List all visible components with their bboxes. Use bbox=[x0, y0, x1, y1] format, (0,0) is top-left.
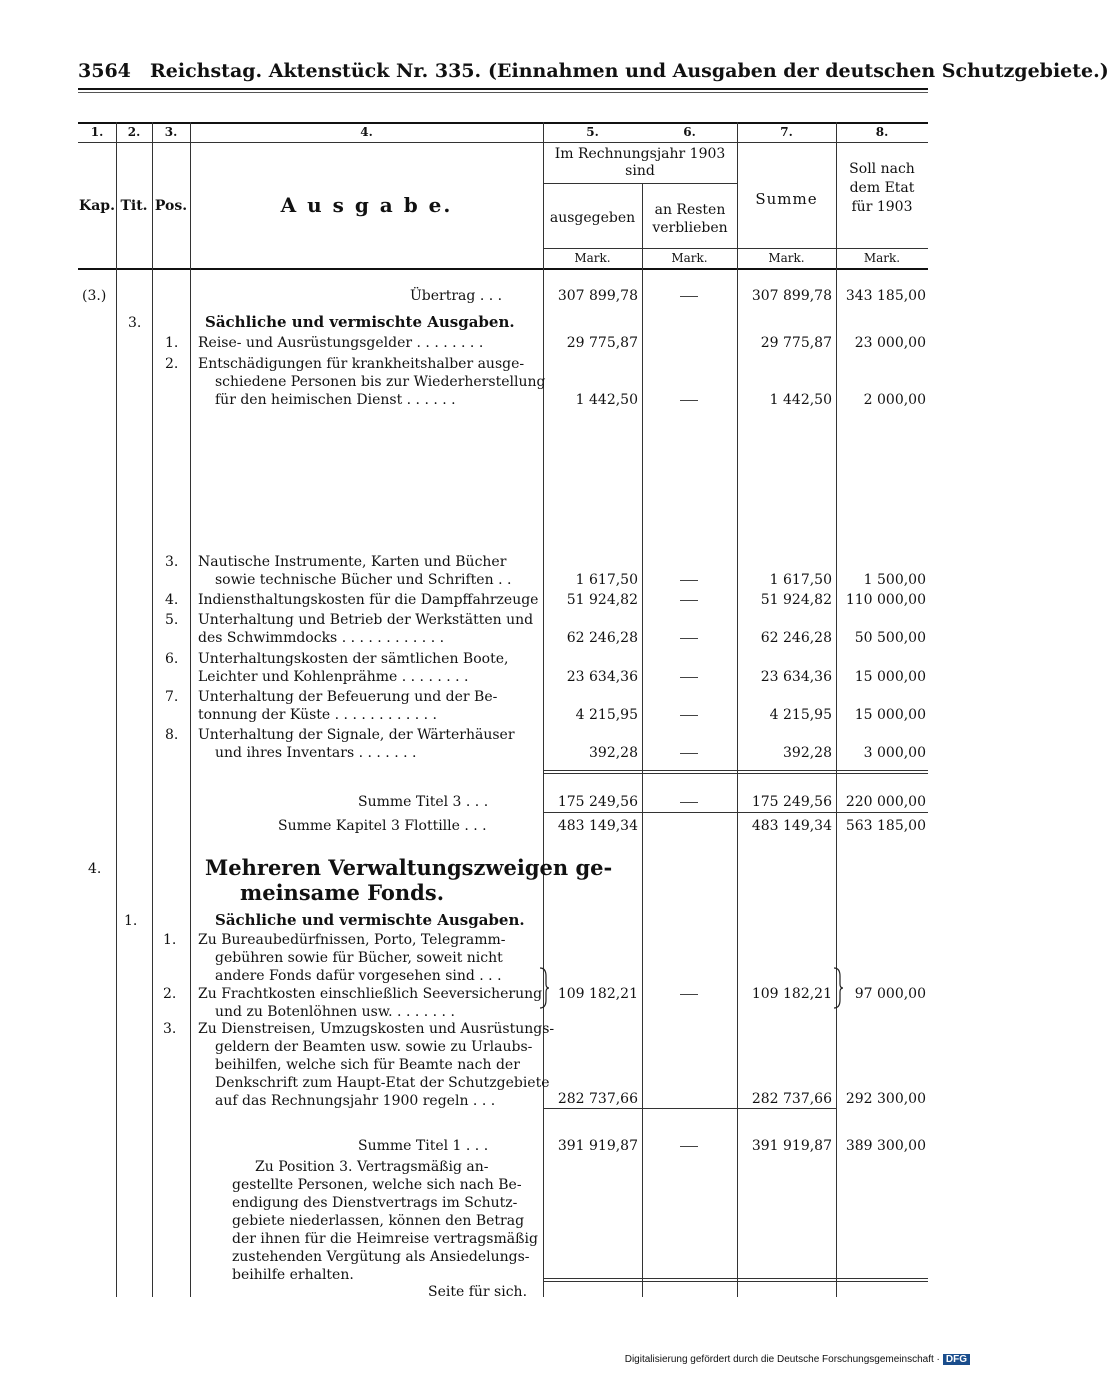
dash bbox=[680, 600, 698, 601]
kap4-pos-3-number: 3. bbox=[163, 1021, 177, 1037]
header-soll: Soll nach dem Etat für 1903 bbox=[849, 161, 915, 215]
kap4-pos-1-2-ausgegeben: 109 182,21 bbox=[557, 986, 638, 1002]
header-kap: Kap. bbox=[79, 198, 115, 214]
dash bbox=[680, 715, 698, 716]
note-line-1: Zu Position 3. Vertragsmäßig an- bbox=[255, 1159, 489, 1175]
pos-5-text-2: des Schwimmdocks . . . . . . . . . . . . bbox=[198, 630, 445, 646]
pos-2-text-3: für den heimischen Dienst . . . . . . bbox=[215, 392, 456, 408]
pos-8-summe: 392,28 bbox=[783, 745, 832, 761]
vline-2 bbox=[152, 122, 153, 1297]
pos-4-number: 4. bbox=[165, 592, 179, 608]
sum-rule-3 bbox=[543, 812, 928, 813]
col-num-2: 2. bbox=[127, 125, 141, 139]
pos-4-ausgegeben: 51 924,82 bbox=[566, 592, 638, 608]
pos-6-ausgegeben: 23 634,36 bbox=[566, 669, 638, 685]
pos-2-ausgegeben: 1 442,50 bbox=[575, 392, 638, 408]
summe-kapitel-3-label: Summe Kapitel 3 Flottille . . . bbox=[278, 818, 487, 834]
pos-6-text-1: Unterhaltungskosten der sämtlichen Boote, bbox=[198, 651, 509, 667]
pos-1-soll: 23 000,00 bbox=[854, 335, 926, 351]
col-num-8: 8. bbox=[875, 125, 889, 139]
header-summe: Summe bbox=[755, 190, 818, 208]
kap4-pos-3-text-3: beihilfen, welche sich für Beamte nach der bbox=[215, 1057, 520, 1073]
pos-6-soll: 15 000,00 bbox=[854, 669, 926, 685]
vline-7 bbox=[836, 122, 837, 1297]
note-line-7: beihilfe erhalten. bbox=[232, 1267, 354, 1283]
uebertrag-ausgegeben: 307 899,78 bbox=[557, 288, 638, 304]
kap4-pos-2-text-2: und zu Botenlöhnen usw. . . . . . . . bbox=[215, 1004, 455, 1020]
pos-7-number: 7. bbox=[165, 689, 179, 705]
header-tit: Tit. bbox=[120, 198, 148, 214]
col-num-3: 3. bbox=[164, 125, 178, 139]
pos-6-number: 6. bbox=[165, 651, 179, 667]
header-an-resten: an Resten verblieben bbox=[652, 202, 728, 236]
pos-1-summe: 29 775,87 bbox=[760, 335, 832, 351]
pos-4-summe: 51 924,82 bbox=[760, 592, 832, 608]
pos-2-text-2: schiedene Personen bis zur Wiederherstellung bbox=[215, 374, 546, 390]
kap4-pos-3-text-1: Zu Dienstreisen, Umzugskosten und Ausrüstungs- bbox=[198, 1021, 555, 1037]
pos-8-soll: 3 000,00 bbox=[863, 745, 926, 761]
seite-fuer-sich: Seite für sich. bbox=[428, 1284, 528, 1300]
pos-2-text-1: Entschädigungen für krankheitshalber ausge- bbox=[198, 356, 525, 372]
pos-8-number: 8. bbox=[165, 727, 179, 743]
summe-kapitel-3-ausgegeben: 483 149,34 bbox=[557, 818, 638, 834]
summe-kapitel-3-summe: 483 149,34 bbox=[751, 818, 832, 834]
pos-4-text: Indiensthaltungskosten für die Dampffahrzeuge bbox=[198, 592, 539, 608]
pos-7-text-1: Unterhaltung der Befeuerung und der Be- bbox=[198, 689, 498, 705]
pos-7-soll: 15 000,00 bbox=[854, 707, 926, 723]
kap-3-label: (3.) bbox=[82, 288, 107, 304]
dash bbox=[680, 296, 698, 297]
pos-3-soll: 1 500,00 bbox=[863, 572, 926, 588]
page-number: 3564 bbox=[78, 60, 131, 82]
header-mark-8: Mark. bbox=[863, 251, 901, 265]
pos-3-number: 3. bbox=[165, 554, 179, 570]
pos-8-text-2: und ihres Inventars . . . . . . . bbox=[215, 745, 417, 761]
tit-3-label: 3. bbox=[128, 315, 142, 331]
header-ausgegeben: ausgegeben bbox=[549, 210, 636, 226]
pos-3-text-2: sowie technische Bücher und Schriften . . bbox=[215, 572, 512, 588]
kap4-pos-3-soll: 292 300,00 bbox=[845, 1091, 926, 1107]
summe-titel-3-summe: 175 249,56 bbox=[751, 794, 832, 810]
col-num-6: 6. bbox=[683, 125, 696, 139]
dash bbox=[680, 580, 698, 581]
pos-7-ausgegeben: 4 215,95 bbox=[575, 707, 638, 723]
header-rechnungsjahr: Im Rechnungsjahr 1903 sind bbox=[554, 146, 726, 179]
brace-right bbox=[832, 966, 844, 1010]
summe-titel-3-ausgegeben: 175 249,56 bbox=[557, 794, 638, 810]
kap4-pos-3-ausgegeben: 282 737,66 bbox=[557, 1091, 638, 1107]
summe-titel-3-label: Summe Titel 3 . . . bbox=[358, 794, 489, 810]
kap4-pos-1-text-1: Zu Bureaubedürfnissen, Porto, Telegramm- bbox=[198, 932, 506, 948]
page-subtitle: (Einnahmen und Ausgaben der deutschen Schutzgebiete.) bbox=[488, 60, 1109, 82]
kap4-pos-2-number: 2. bbox=[163, 986, 177, 1002]
pos-6-summe: 23 634,36 bbox=[760, 669, 832, 685]
vline-4 bbox=[543, 122, 544, 1297]
summe-kapitel-3-soll: 563 185,00 bbox=[845, 818, 926, 834]
pos-7-summe: 4 215,95 bbox=[769, 707, 832, 723]
pos-8-text-1: Unterhaltung der Signale, der Wärterhäuser bbox=[198, 727, 515, 743]
col-num-7: 7. bbox=[780, 125, 793, 139]
kap4-pos-1-2-soll: 97 000,00 bbox=[854, 986, 926, 1002]
summe-titel-1-label: Summe Titel 1 . . . bbox=[358, 1138, 489, 1154]
kap4-pos-1-number: 1. bbox=[163, 932, 177, 948]
sum-rule-4 bbox=[543, 1108, 837, 1109]
summe-titel-3-soll: 220 000,00 bbox=[845, 794, 926, 810]
header-mark-6: Mark. bbox=[671, 251, 708, 265]
summe-titel-1-ausgegeben: 391 919,87 bbox=[557, 1138, 638, 1154]
bottom-rule-2 bbox=[543, 1281, 928, 1282]
note-line-4: gebiete niederlassen, können den Betrag bbox=[232, 1213, 525, 1229]
uebertrag-summe: 307 899,78 bbox=[751, 288, 832, 304]
pos-5-number: 5. bbox=[165, 612, 179, 628]
vline-3 bbox=[190, 122, 191, 1297]
pos-8-ausgegeben: 392,28 bbox=[589, 745, 638, 761]
mark-rule bbox=[543, 248, 928, 249]
header-ausgabe: A u s g a b e. bbox=[280, 193, 453, 217]
pos-3-text-1: Nautische Instrumente, Karten und Bücher bbox=[198, 554, 507, 570]
kap4-pos-3-text-5: auf das Rechnungsjahr 1900 regeln . . . bbox=[215, 1093, 496, 1109]
vline-5 bbox=[642, 183, 643, 1297]
pos-2-number: 2. bbox=[165, 356, 179, 372]
kap4-pos-1-text-3: andere Fonds dafür vorgesehen sind . . . bbox=[215, 968, 502, 984]
pos-6-text-2: Leichter und Kohlenprähme . . . . . . . . bbox=[198, 669, 469, 685]
dash bbox=[680, 994, 698, 995]
digitization-credit bbox=[625, 1354, 970, 1365]
vline-6 bbox=[737, 122, 738, 1297]
summe-titel-1-soll: 389 300,00 bbox=[845, 1138, 926, 1154]
pos-3-summe: 1 617,50 bbox=[769, 572, 832, 588]
pos-1-ausgegeben: 29 775,87 bbox=[566, 335, 638, 351]
table-header-bottom bbox=[78, 268, 928, 270]
note-line-6: zustehenden Vergütung als Ansiedelungs- bbox=[232, 1249, 530, 1265]
dfg-logo: DFG bbox=[943, 1354, 970, 1365]
section-mehreren-1: Mehreren Verwaltungszweigen ge- bbox=[205, 855, 613, 880]
uebertrag-label: Übertrag . . . bbox=[410, 288, 503, 304]
section-saechliche-2: Sächliche und vermischte Ausgaben. bbox=[215, 911, 525, 929]
rechnungsjahr-rule bbox=[543, 183, 737, 184]
dash bbox=[680, 677, 698, 678]
vline-1 bbox=[116, 122, 117, 1297]
page-title: Reichstag. Aktenstück Nr. 335. bbox=[150, 60, 482, 82]
kap4-pos-3-summe: 282 737,66 bbox=[751, 1091, 832, 1107]
col-num-1: 1. bbox=[90, 125, 104, 139]
note-line-5: der ihnen für die Heimreise vertragsmäßig bbox=[232, 1231, 538, 1247]
note-line-2: gestellte Personen, welche sich nach Be- bbox=[232, 1177, 522, 1193]
header-mark-7: Mark. bbox=[768, 251, 805, 265]
table-top-rule bbox=[78, 122, 928, 124]
pos-2-summe: 1 442,50 bbox=[769, 392, 832, 408]
summe-titel-1-summe: 391 919,87 bbox=[751, 1138, 832, 1154]
sum-rule-1 bbox=[543, 770, 928, 771]
note-line-3: endigung des Dienstvertrags im Schutz- bbox=[232, 1195, 518, 1211]
dash bbox=[680, 802, 698, 803]
bottom-rule-1 bbox=[543, 1278, 928, 1279]
kap4-pos-1-text-2: gebühren sowie für Bücher, soweit nicht bbox=[215, 950, 503, 966]
pos-3-ausgegeben: 1 617,50 bbox=[575, 572, 638, 588]
pos-5-text-1: Unterhaltung und Betrieb der Werkstätten und bbox=[198, 612, 534, 628]
col-num-4: 4. bbox=[360, 125, 373, 139]
header-pos: Pos. bbox=[154, 198, 188, 214]
section-saechliche-1: Sächliche und vermischte Ausgaben. bbox=[205, 313, 515, 331]
kap4-pos-2-text-1: Zu Frachtkosten einschließlich Seeversicherung bbox=[198, 986, 543, 1002]
dash bbox=[680, 1146, 698, 1147]
header-rule-thin bbox=[78, 92, 928, 93]
col-number-rule bbox=[78, 142, 928, 143]
kap4-pos-1-2-summe: 109 182,21 bbox=[751, 986, 832, 1002]
pos-5-summe: 62 246,28 bbox=[760, 630, 832, 646]
kap-4-label: 4. bbox=[88, 861, 102, 877]
kap4-pos-3-text-4: Denkschrift zum Haupt-Etat der Schutzgebiete bbox=[215, 1075, 550, 1091]
digitization-credit-text: Digitalisierung gefördert durch die Deutsche Forschungsgemeinschaft · bbox=[624, 1354, 940, 1365]
section-mehreren-2: meinsame Fonds. bbox=[240, 880, 445, 905]
pos-1-text: Reise- und Ausrüstungsgelder . . . . . . . . bbox=[198, 335, 484, 351]
header-rule bbox=[78, 88, 928, 90]
page-header bbox=[78, 60, 1109, 90]
dash bbox=[680, 753, 698, 754]
tit-1-label: 1. bbox=[124, 913, 138, 929]
pos-5-ausgegeben: 62 246,28 bbox=[566, 630, 638, 646]
pos-7-text-2: tonnung der Küste . . . . . . . . . . . . bbox=[198, 707, 437, 723]
col-num-5: 5. bbox=[586, 125, 599, 139]
kap4-pos-3-text-2: geldern der Beamten usw. sowie zu Urlaubs- bbox=[215, 1039, 533, 1055]
pos-1-number: 1. bbox=[165, 335, 179, 351]
header-mark-5: Mark. bbox=[574, 251, 611, 265]
sum-rule-2 bbox=[543, 773, 928, 774]
dash bbox=[680, 400, 698, 401]
pos-5-soll: 50 500,00 bbox=[854, 630, 926, 646]
pos-4-soll: 110 000,00 bbox=[845, 592, 926, 608]
uebertrag-soll: 343 185,00 bbox=[845, 288, 926, 304]
pos-2-soll: 2 000,00 bbox=[863, 392, 926, 408]
dash bbox=[680, 638, 698, 639]
brace-left bbox=[538, 966, 550, 1010]
